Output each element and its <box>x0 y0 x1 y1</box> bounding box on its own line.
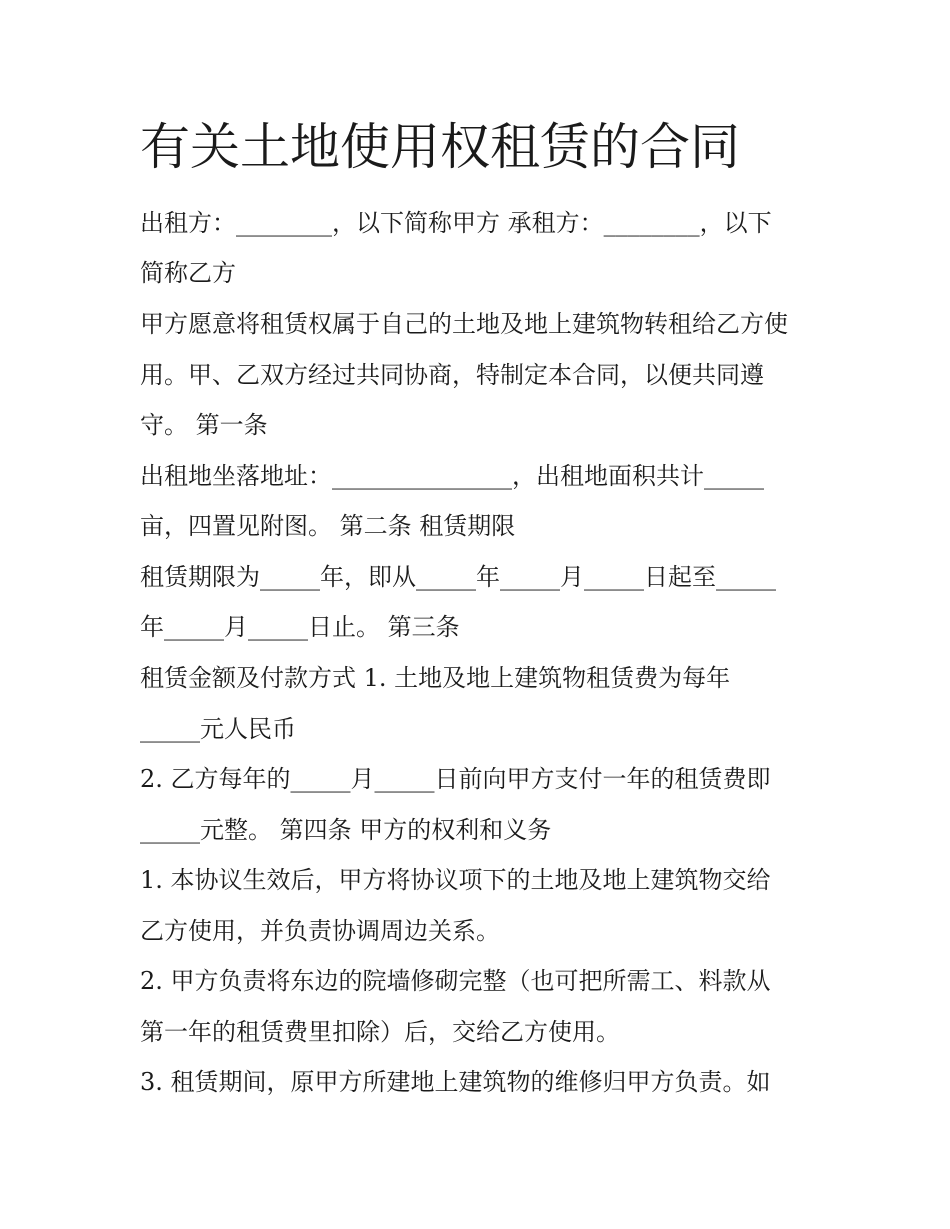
text-line: 1. 本协议生效后，甲方将协议项下的土地及地上建筑物交给 <box>140 866 771 894</box>
text-line: 乙方使用，并负责协调周边关系。 <box>140 917 500 945</box>
text-line: _____元人民币 <box>140 715 296 743</box>
text-line: 出租方：________，以下简称甲方 承租方：________，以下 <box>140 209 772 237</box>
text-line: 用。甲、乙双方经过共同协商，特制定本合同，以便共同遵 <box>140 361 764 389</box>
text-line: 亩，四置见附图。 第二条 租赁期限 <box>140 512 516 540</box>
text-line: 租赁金额及付款方式 1. 土地及地上建筑物租赁费为每年 <box>140 664 731 692</box>
text-line: _____元整。 第四条 甲方的权利和义务 <box>140 816 552 844</box>
text-line: 年_____月_____日止。 第三条 <box>140 613 460 641</box>
text-line: 出租地坐落地址：_______________，出租地面积共计_____ <box>140 462 764 490</box>
text-line: 简称乙方 <box>140 259 236 287</box>
text-line: 甲方愿意将租赁权属于自己的土地及地上建筑物转租给乙方使 <box>140 310 788 338</box>
text-line: 守。 第一条 <box>140 411 268 439</box>
text-line: 第一年的租赁费里扣除）后，交给乙方使用。 <box>140 1018 620 1046</box>
text-line: 租赁期限为_____年，即从_____年_____月_____日起至_____ <box>140 563 776 591</box>
document-title: 有关土地使用权租赁的合同 <box>140 118 740 176</box>
text-line: 2. 甲方负责将东边的院墙修砌完整（也可把所需工、料款从 <box>140 967 771 995</box>
text-line: 2. 乙方每年的_____月_____日前向甲方支付一年的租赁费即 <box>140 765 771 793</box>
text-line: 3. 租赁期间，原甲方所建地上建筑物的维修归甲方负责。如 <box>140 1068 771 1096</box>
